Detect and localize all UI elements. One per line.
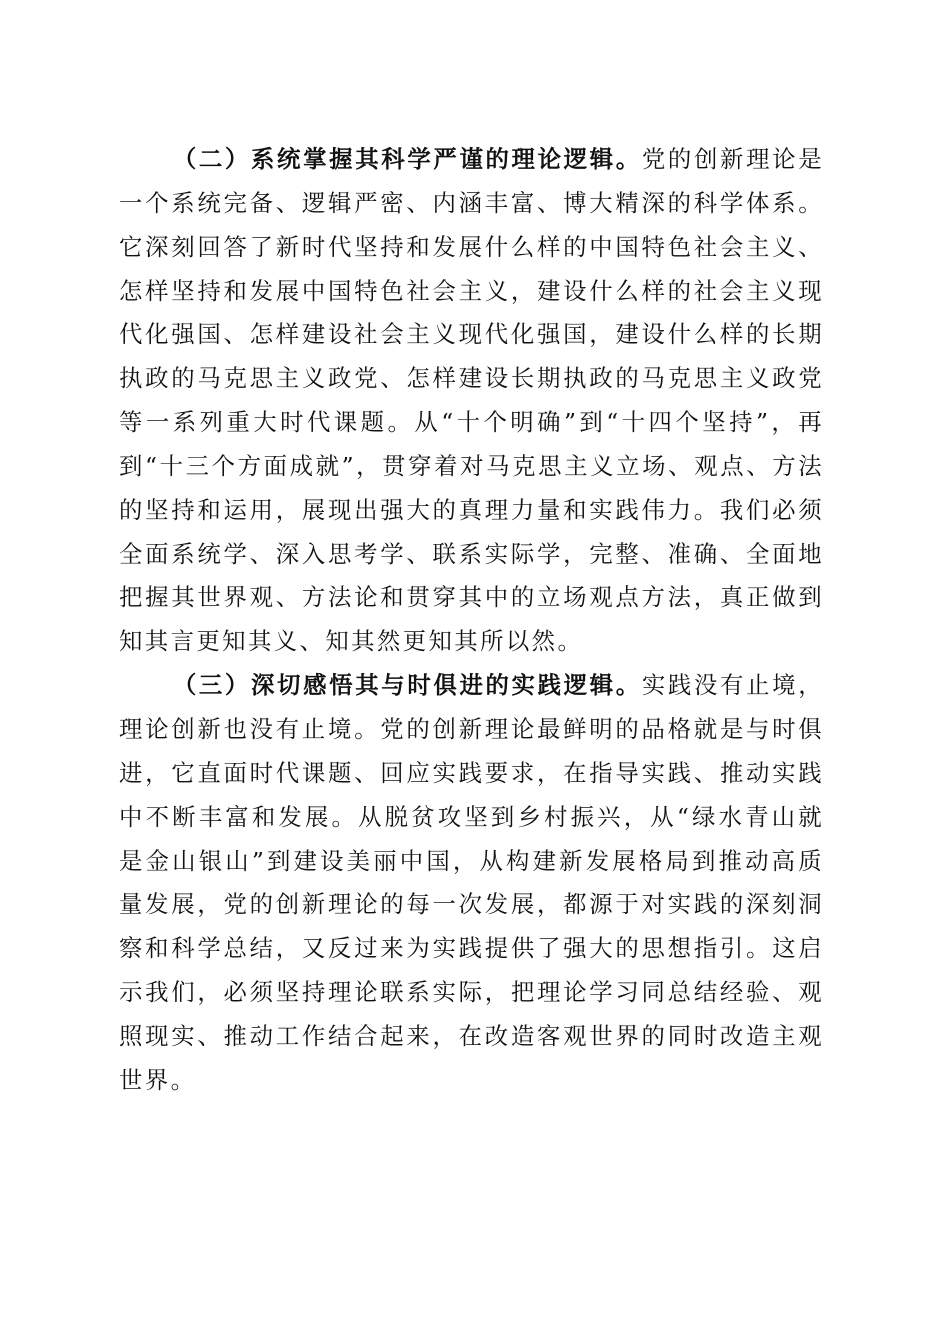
paragraph-body-2: 党的创新理论是一个系统完备、逻辑严密、内涵丰富、博大精深的科学体系。它深刻回答了新时代坚持和发展什么样的中国特色社会主义、怎样坚持和发展中国特色社会主义，建设什么样的社会主义现代化强国、怎样建设社会主义现代化强国，建设什么样的长期执政的马克思主义政党、怎样建设长期执政的马克思主义政党等一系列重大时代课题。从“十个明确”到“十四个坚持”，再到“十三个方面成就”，贯穿着对马克思主义立场、观点、方法的坚持和运用，展现出强大的真理力量和实践伟力。我们必须全面系统学、深入思考学、联系实际学，完整、准确、全面地把握其世界观、方法论和贯穿其中的立场观点方法，真正做到知其言更知其义、知其然更知其所以然。	[119, 145, 824, 656]
paragraph-body-3: 实践没有止境，理论创新也没有止境。党的创新理论最鲜明的品格就是与时俱进，它直面时代课题、回应实践要求，在指导实践、推动实践中不断丰富和发展。从脱贫攻坚到乡村振兴，从“绿水青山就是金山银山”到建设美丽中国，从构建新发展格局到推动高质量发展，党的创新理论的每一次发展，都源于对实践的深刻洞察和科学总结，又反过来为实践提供了强大的思想指引。这启示我们，必须坚持理论联系实际，把理论学习同总结经验、观照现实、推动工作结合起来，在改造客观世界的同时改造主观世界。	[119, 671, 824, 1094]
section-heading-3: （三）深切感悟其与时俱进的实践逻辑。	[172, 671, 642, 700]
paragraph-section-3	[119, 664, 824, 1102]
document-body	[119, 138, 824, 1103]
paragraph-section-2	[119, 138, 824, 664]
section-heading-2: （二）系统掌握其科学严谨的理论逻辑。	[172, 145, 642, 173]
